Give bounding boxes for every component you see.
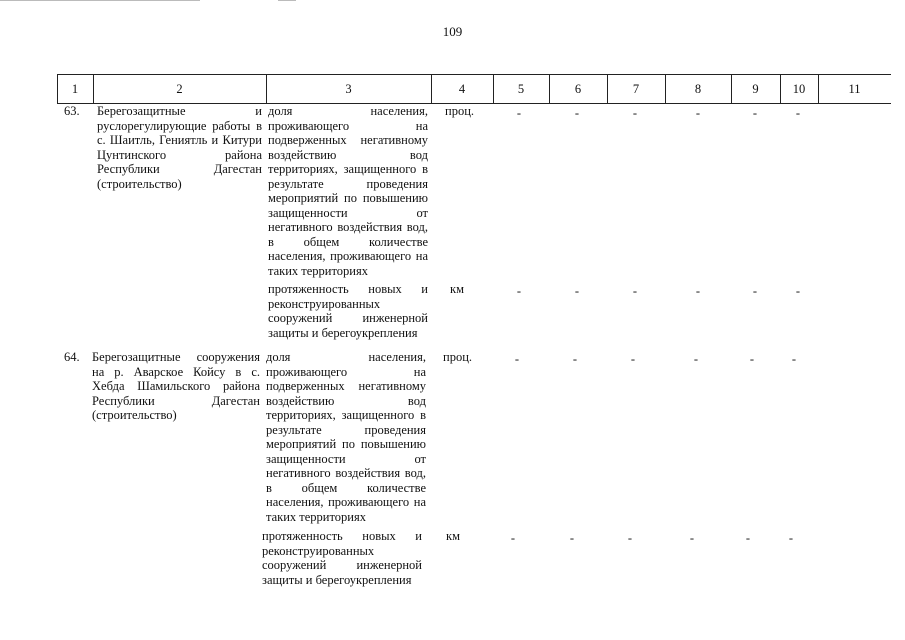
indicator-unit: проц. xyxy=(445,104,475,118)
value-cell: - xyxy=(749,352,755,366)
value-cell: - xyxy=(693,352,699,366)
value-cell: - xyxy=(695,106,701,120)
header-col-5: 5 xyxy=(517,81,525,96)
row-number: 64. xyxy=(64,350,80,364)
indicator-unit: км xyxy=(446,529,460,543)
value-cell: - xyxy=(574,284,580,298)
value-cell: - xyxy=(627,531,633,545)
header-col-3: 3 xyxy=(345,81,352,96)
value-cell: - xyxy=(572,352,578,366)
indicator-unit: проц. xyxy=(443,350,473,364)
value-cell: - xyxy=(632,284,638,298)
header-col-4: 4 xyxy=(458,81,466,96)
value-cell: - xyxy=(514,352,520,366)
value-cell: - xyxy=(516,284,522,298)
scan-mark xyxy=(278,0,296,1)
value-cell: - xyxy=(795,106,801,120)
row-number: 63. xyxy=(64,104,80,118)
value-cell: - xyxy=(752,106,758,120)
page-number: 109 xyxy=(442,24,463,39)
indicator-text: протяженность новых и реконструированных сооружений инженерной защиты и берегоукрепления xyxy=(262,529,422,587)
header-col-11: 11 xyxy=(848,81,861,96)
scan-mark xyxy=(0,0,200,1)
value-cell: - xyxy=(569,531,575,545)
header-col-2: 2 xyxy=(176,81,183,96)
value-cell: - xyxy=(510,531,516,545)
indicator-text: протяженность новых и реконструированных сооружений инженерной защиты и берегоукрепления xyxy=(268,282,428,340)
value-cell: - xyxy=(752,284,758,298)
value-cell: - xyxy=(630,352,636,366)
indicator-text: доля населения, проживающего на подверженных негативному воздействию вод территориях, защищенного в результате проведения мероприятий по повышению защищенности от негативного воздействия вод, в общем количестве населения, проживающего на таких территориях xyxy=(266,350,426,524)
header-col-10: 10 xyxy=(792,81,806,96)
indicator-unit: км xyxy=(450,282,464,296)
header-col-9: 9 xyxy=(752,81,759,96)
value-cell: - xyxy=(689,531,695,545)
header-col-7: 7 xyxy=(632,81,640,96)
header-col-6: 6 xyxy=(574,81,582,96)
object-name: Берегозащитные и руслорегулирующие работы в с. Шаитль, Гениятль и Китури Цунтинского района Республики Дагестан (строительство) xyxy=(97,104,262,191)
value-cell: - xyxy=(795,284,801,298)
value-cell: - xyxy=(695,284,701,298)
value-cell: - xyxy=(516,106,522,120)
value-cell: - xyxy=(791,352,797,366)
value-cell: - xyxy=(788,531,794,545)
header-col-1: 1 xyxy=(71,81,79,96)
value-cell: - xyxy=(745,531,751,545)
header-col-8: 8 xyxy=(694,81,702,96)
value-cell: - xyxy=(574,106,580,120)
object-name: Берегозащитные сооружения на р. Аварское Койсу в с. Хебда Шамильского района Республики Дагестан (строительство) xyxy=(92,350,260,422)
value-cell: - xyxy=(632,106,638,120)
indicator-text: доля населения, проживающего на подверженных негативному воздействию вод территориях, защищенного в результате проведения мероприятий по повышению защищенности от негативного воздействия вод, в общем количестве населения, проживающего на таких территориях xyxy=(268,104,428,278)
